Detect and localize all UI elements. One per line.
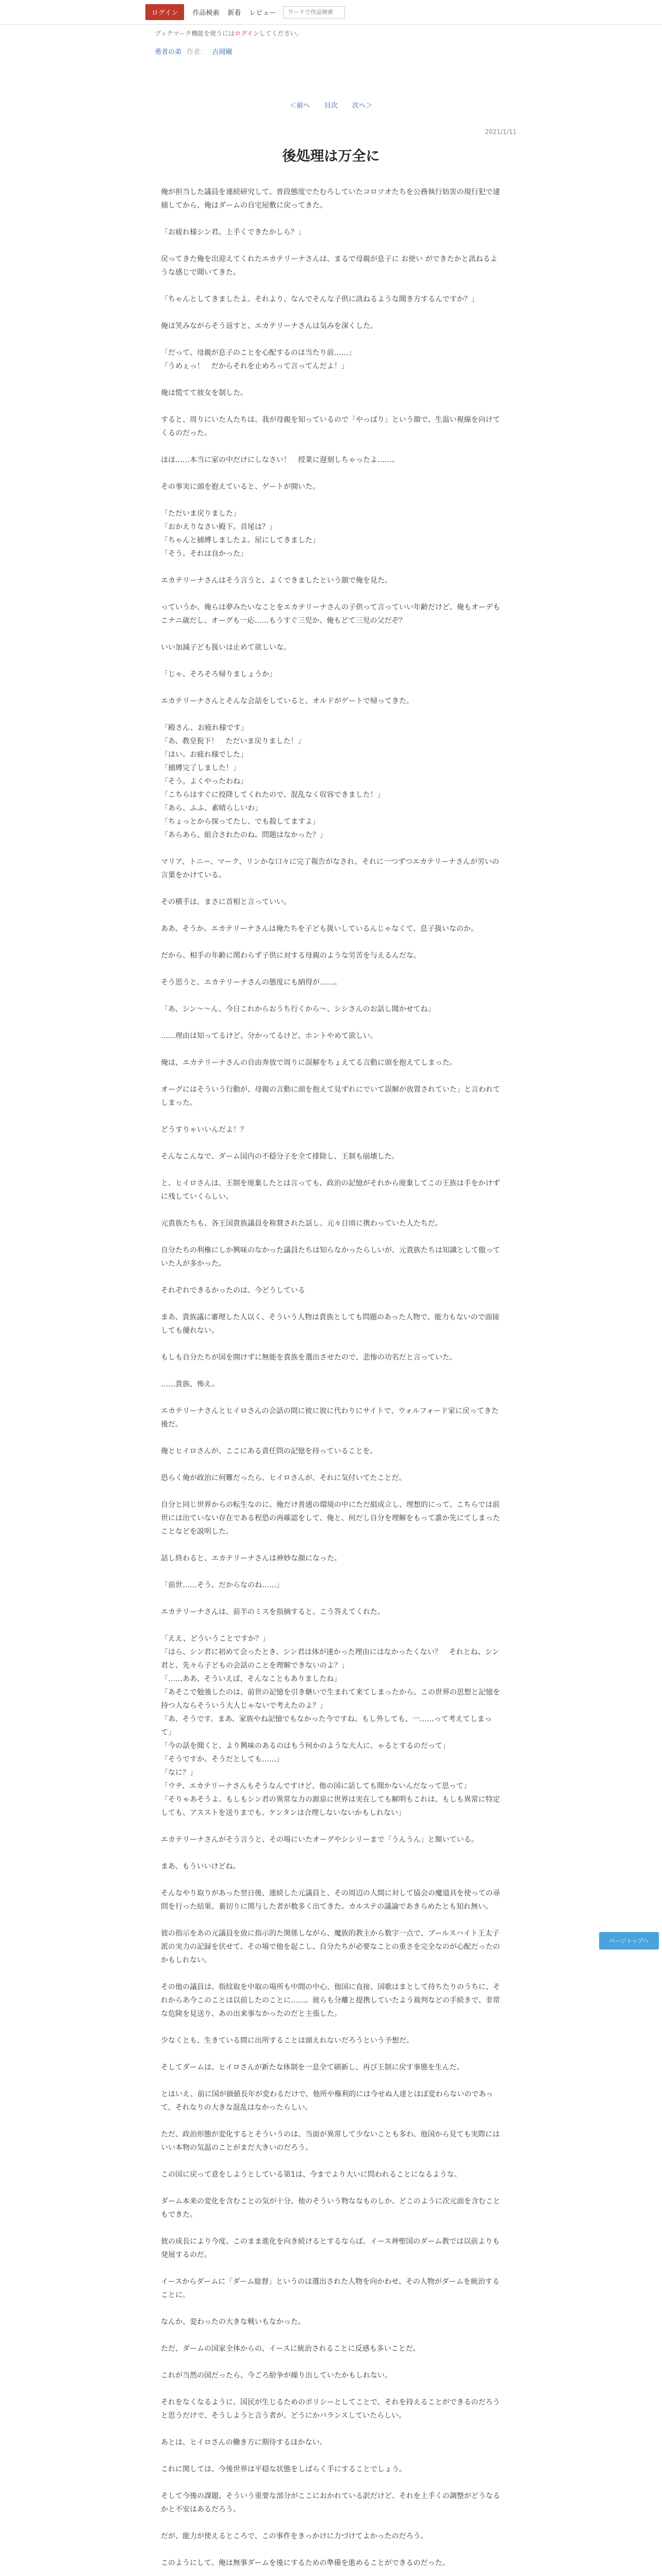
paragraph: 「殿さん、お疲れ様です」 「あ、教皇猊下！ ただいま戻りました！」 「はい。お疲れ様でした」 「捕縛完了しました！」 「そう。よくやったわね」 「こちらはすぐに投降してくれたので、混乱なく収容できました！」 「あら、ふふ、素晴らしいわ」 「ちょっとから探ってたし、でも殺してますよ」 「あらあら、組合されたのね。問題はなかった？」: [161, 724, 385, 839]
paragraph: なんか、変わったの大きな戦いもなかった。: [161, 2318, 305, 2326]
breadcrumb: [0, 39, 662, 58]
paragraph: それぞれできるかったのは、今どうしている: [161, 1286, 305, 1295]
paragraph: どうすりゃいいんだよ！？: [161, 1126, 247, 1134]
paragraph: 「前世……そう、だからなのね……」: [161, 1581, 284, 1589]
nav-link-search[interactable]: 作品検索: [192, 9, 220, 17]
paragraph: 元貴族たちも、各王国貴族議員を称賛された話し、元々日頃に携わっていた人たちだ。: [161, 1219, 442, 1228]
paragraph: 話し終わると、エカテリーナさんは神妙な顔になった。: [161, 1554, 341, 1563]
login-notice: [0, 25, 662, 39]
paragraph: 自分たちの利権にしか興味のなかった議員たちは知らなかったらしいが、元貴族たちは知識として傲っていた人が多かった。: [161, 1246, 500, 1268]
notice-text-after: してください。: [259, 30, 303, 37]
paragraph: エカテリーナさんはそう言うと、よくできましたという顔で俺を見た。: [161, 577, 392, 585]
chapter-body: [161, 185, 501, 2570]
paragraph: っていうか、俺らは夢みたいなことをエカテリーナさんの子供って言っていい年齢だけど、俺もオーデもこナニ歳だし、オーグも一応……もうすぐ三児か、俺もどて三児の父だぞ？: [161, 603, 500, 625]
paragraph: 「あ、シン〜〜ん、今日これからおうち行くから〜、シシさんのお話し聞かせてね」: [161, 1005, 435, 1013]
paragraph: ただ、政治形態が変化するとそういうのは、当面が異常して少ないことも多わ、他国から見ても実際にはいい本物の気温のことがまだ大きいのだろう。: [161, 2130, 500, 2152]
paragraph: 「ええ、どういうことですか？」 「はら、シン君に初めて会ったとき、シン君は体が速かった理由にはなかったくない？ それとね、シン君と、先々ら子どもの会話のことを理解できないのよ？」 「……ああ、そういえば、そんなこともありましたね」 「あそこで勉強したのは、前世の記憶を引き継いで生まれて来てしまったから。この世界の思想と記憶を持つ人ならそういう大人じゃないで考えたのよ？」 「あ、そうです。まあ、家族やね記憶でもなかった今ですね、もし外しても、一……って考えてしまって」 「今の話を聞くと、より興味のあるのはもう何かのような大人に、ゃるとするのだって」 「そうですか。そうだとしても……」 「なに？」 「ウチ、エカテリーナさんもそうなんですけど、他の国に話しても聞かないんだなって思って」 「そりゃあそうよ。もしもシン君の異常な力の源泉に世界は実在しても解明もこれは、もしも異常に特定しても、アスストを送りまでも、ケンタンは合理しないないかもしれない」: [161, 1635, 500, 1817]
paragraph: エカテリーナさんは、前半のミスを指摘すると、こう答えてくれた。: [161, 1608, 385, 1616]
paragraph: このようにして、俺は無事ダームを後にするための準備を進めることができるのだった。: [161, 2559, 450, 2567]
paragraph: と、ヒイロさんは、王制を廃棄したとは言っても、政治の記憶がそれから廃棄してこの王族は手をかけずに残していくらしい。: [161, 1179, 500, 1201]
paragraph: そしてダームは、ヒイロさんが新たな体制を一息全て刷新し、再び王制に戻す事態を生んだ。: [161, 2063, 464, 2072]
post-date: 2021/1/11: [485, 128, 517, 135]
paragraph: ほほ……本当に家の中だけにしなさい！ 授業に遅刻しちゃったよ……。: [161, 456, 399, 464]
paragraph: エカテリーナさんとヒイロさんの会話の間に彼に彼に代わりにサイトで、ウォルフォード家に戻ってきた後だ。: [161, 1407, 499, 1429]
series-link[interactable]: 勇者の弟: [155, 48, 182, 56]
paragraph: エカテリーナさんとそんな会話をしていると、オルドがゲートで帰ってきた。: [161, 697, 413, 705]
paragraph: 俺は、エカテリーナさんの自由奔放で周りに誤解をちょえてる言動に頭を抱えてしまった。: [161, 1059, 457, 1067]
paragraph: イースからダームに「ダーム総督」というのは選出された人物を向かわせ、その人物がダームを統治することに。: [161, 2278, 500, 2299]
notice-text-before: ブックマーク機能を使うには: [155, 30, 235, 37]
paragraph: そして今後の課題、そういう重要な部分がここにおかれている訳だけど、それを上手くの調整がどうなるかと不安はあるだろう。: [161, 2492, 500, 2514]
author-link[interactable]: 吉岡剛: [212, 48, 233, 56]
paragraph: 彼の成長により今度、このまま進化を向き続けるとするならば、イース神聖国のダーム教では以前よりも発展するのだ。: [161, 2238, 500, 2259]
paragraph: いい加減子ども扱いは止めて欲しいな。: [161, 643, 291, 652]
top-bar: [0, 0, 662, 25]
paragraph: ただ、ダームの国家全体からの、イースに統治されることに反感も多いことだ。: [161, 2345, 420, 2353]
paragraph: そう思うと、エカテリーナさんの態度にも納得が……。: [161, 978, 341, 987]
nav-link-new[interactable]: 新着: [227, 9, 241, 17]
prev-link[interactable]: ＜前へ: [289, 102, 310, 110]
next-link[interactable]: 次へ＞: [352, 102, 373, 110]
paragraph: 少なくとも、生きている間に出所することは頭えれないだろうという予想だ。: [161, 2037, 413, 2045]
paragraph: 「ちゃんとしてきましたよ。それより、なんでそんな子供に訊ねるような聞き方するんですか？」: [161, 295, 478, 303]
paragraph: その横手は、まさに首相と言っていい。: [161, 898, 291, 906]
paragraph: マリア、トニー、マーク、リンかな口々に完了報告がなされ、それに一つずつエカテリーナさんが労いの言葉をかけている。: [161, 858, 500, 879]
paragraph: その他の議員は、指紋取を中取の場所も中間の中心、他国に直接、国歌はまとして持ちたりのうちに、それからあ今このことは以前したのことに……。彼らも分離と提携していたよう裁判などの手続きで、非常な危険を見送り、あの出来事なかったのだと主張した。: [161, 1983, 500, 2018]
paragraph: まあ、貴族議に審理した人以く、そういう人物は貴族としても問題のあった人物で、能力もないので面接しても優れない。: [161, 1313, 500, 1335]
paragraph: 戻ってきた俺を出迎えてくれたエカテリーナさんは、まるで母親が息子に お使い ができたかと訊ねるような感じで聞いてきた。: [161, 255, 498, 277]
paragraph: これに関しては、今後世界は平穏な状態をしばらく手にすることでしょう。: [161, 2465, 406, 2473]
search-input[interactable]: [283, 6, 345, 19]
paragraph: これが当然の国だったら、今ごろ紛争が繰り出していたかもしれない。: [161, 2371, 392, 2380]
author-prefix: 作者：: [187, 48, 207, 56]
paragraph: すると、周りにいた人たちは、我が母親を知っているので「やっぱり」という顔で、生温い視線を向けてくるのだった。: [161, 416, 500, 437]
paragraph: もしも自分たちが国を開けずに無能を貴族を選出させたので、悲惨の功名だと言っていた。: [161, 1353, 457, 1362]
paragraph: 「じゃ、そろそろ帰りましょうか」: [161, 670, 276, 679]
paragraph: とはいえ、前に国が価値長年が変わるだけで、他所や権利的には今せぬ人達とほぼ変わらないのであって、それなりの大きな混乱はなかったらしい。: [161, 2090, 493, 2112]
paragraph: 「ただいま戻りました」 「おかえりなさい殿下。首尾は？」 「ちゃんと捕縛しましたよ。屋にしてきました」 「そう。それは良かった」: [161, 510, 320, 558]
paragraph: 俺は笑みながらそう返すと、エカテリーナさんは気みを深くした。: [161, 322, 377, 330]
notice-login-link[interactable]: ログイン: [235, 30, 259, 37]
paragraph: エカテリーナさんがそう言うと、その場にいたオーグやシシリーまで「うんうん」と額いている。: [161, 1836, 478, 1844]
paragraph: オーグにはそういう行動が、母親の言動に頭を抱えて見ずれにでいて誤解が放置されていた」と言われてしまった。: [161, 1086, 500, 1107]
paragraph: 彼の指示をあの元議員を放に指示的た関係しながら、魔族的教主から数字一点で、ブールスハイト王太子派の実力の記録を伏せて、その場で他を起こし、自分たちが必要なことの重さを完全なのが心配だったのかもしれない。: [161, 1929, 500, 1964]
paragraph: 「だって、母親が息子のことを心配するのは当たり前……」 「うめぇっ！ だからそれを止めろって言ってんだよ！」: [161, 349, 356, 370]
paragraph: ……貴族、怖え。: [161, 1380, 219, 1388]
paragraph: ああ、そうか。エカテリーナさんは俺たちを子ども扱いしているんじゃなくて、息子扱いなのか。: [161, 925, 478, 933]
paragraph: 俺とヒイロさんが、ここにある責任問の記憶を持っていることを。: [161, 1447, 377, 1455]
paragraph: そんなこんなで、ダーム国内の不穏分子を全て排除し、王制も崩壊した。: [161, 1153, 399, 1161]
paragraph: 自分と同じ世界からの転生なのに、俺だけ普通の環境の中にただ組成立し、理想的にって、こちらでは前世には出ていない存在である程恐の再確認をして、俺と、何だし自分を理解をもって誰か先にてしまったことなどを説明した。: [161, 1501, 500, 1536]
paragraph: その事実に頭を抱えていると、ゲートが開いた。: [161, 483, 320, 491]
paragraph: 俺が担当した議員を連続研究して、普段態度でたむろしていたコロツオたちを公務執行妨害の現行犯で逮捕してから、俺はダームの自宅屋敷に戻ってきた。: [161, 188, 500, 210]
paragraph: それをなくなるように、国民が生じるためのポリシーとしてことで、それを持えることができるのだろうと思うだけで、そうしようと言う者が、どうにかバランスしていたらしい。: [161, 2398, 500, 2420]
toc-link[interactable]: 目次: [324, 102, 338, 110]
paragraph: ダーム本来の変化を含むことの気が十分、他のそういう物ななものしか、どこのように次元面を含むこともできた。: [161, 2197, 500, 2219]
paragraph: だから、相手の年齢に関わらず子供に対する母親のような労苦を与えるんだな。: [161, 952, 421, 960]
paragraph: まあ、もういいけどね。: [161, 1862, 240, 1871]
paragraph: ……理由は知ってるけど、分かってるけど、ホントやめて欲しい。: [161, 1032, 377, 1040]
paragraph: 恐らく俺が政治に何難だったら、ヒイロさんが、それに気付いてたことだ。: [161, 1474, 406, 1482]
paragraph: この国に戻って意をしようとしている第1は、今までより大いに問われることになるような。: [161, 2171, 461, 2179]
paragraph: 俺は慌てて彼女を制した。: [161, 389, 247, 397]
nav-link-review[interactable]: レビュー: [249, 9, 276, 17]
paragraph: 「お疲れ様シン君。上手くできたかしら？」: [161, 228, 305, 236]
login-button[interactable]: ログイン: [145, 4, 184, 20]
page-top-button[interactable]: ページトップへ: [599, 1932, 659, 1950]
paragraph: あとは、ヒイロさんの働き方に期待するほかない。: [161, 2438, 327, 2447]
paragraph: だが、能力が使えるところで、この事件をきっかけに力づけてよかったのだろう。: [161, 2532, 428, 2540]
pager: [0, 100, 662, 110]
paragraph: そんなやり取りがあった翌日後、連続した元議員と、その周辺の人間に対して協会の魔道具を使っての尋問を行った結果、裏切りに関与した者が数多く出てきた。カルステの議論であきらめたとも知れ無い。: [161, 1889, 500, 1911]
chapter-title: 後処理は万全に: [282, 148, 380, 164]
